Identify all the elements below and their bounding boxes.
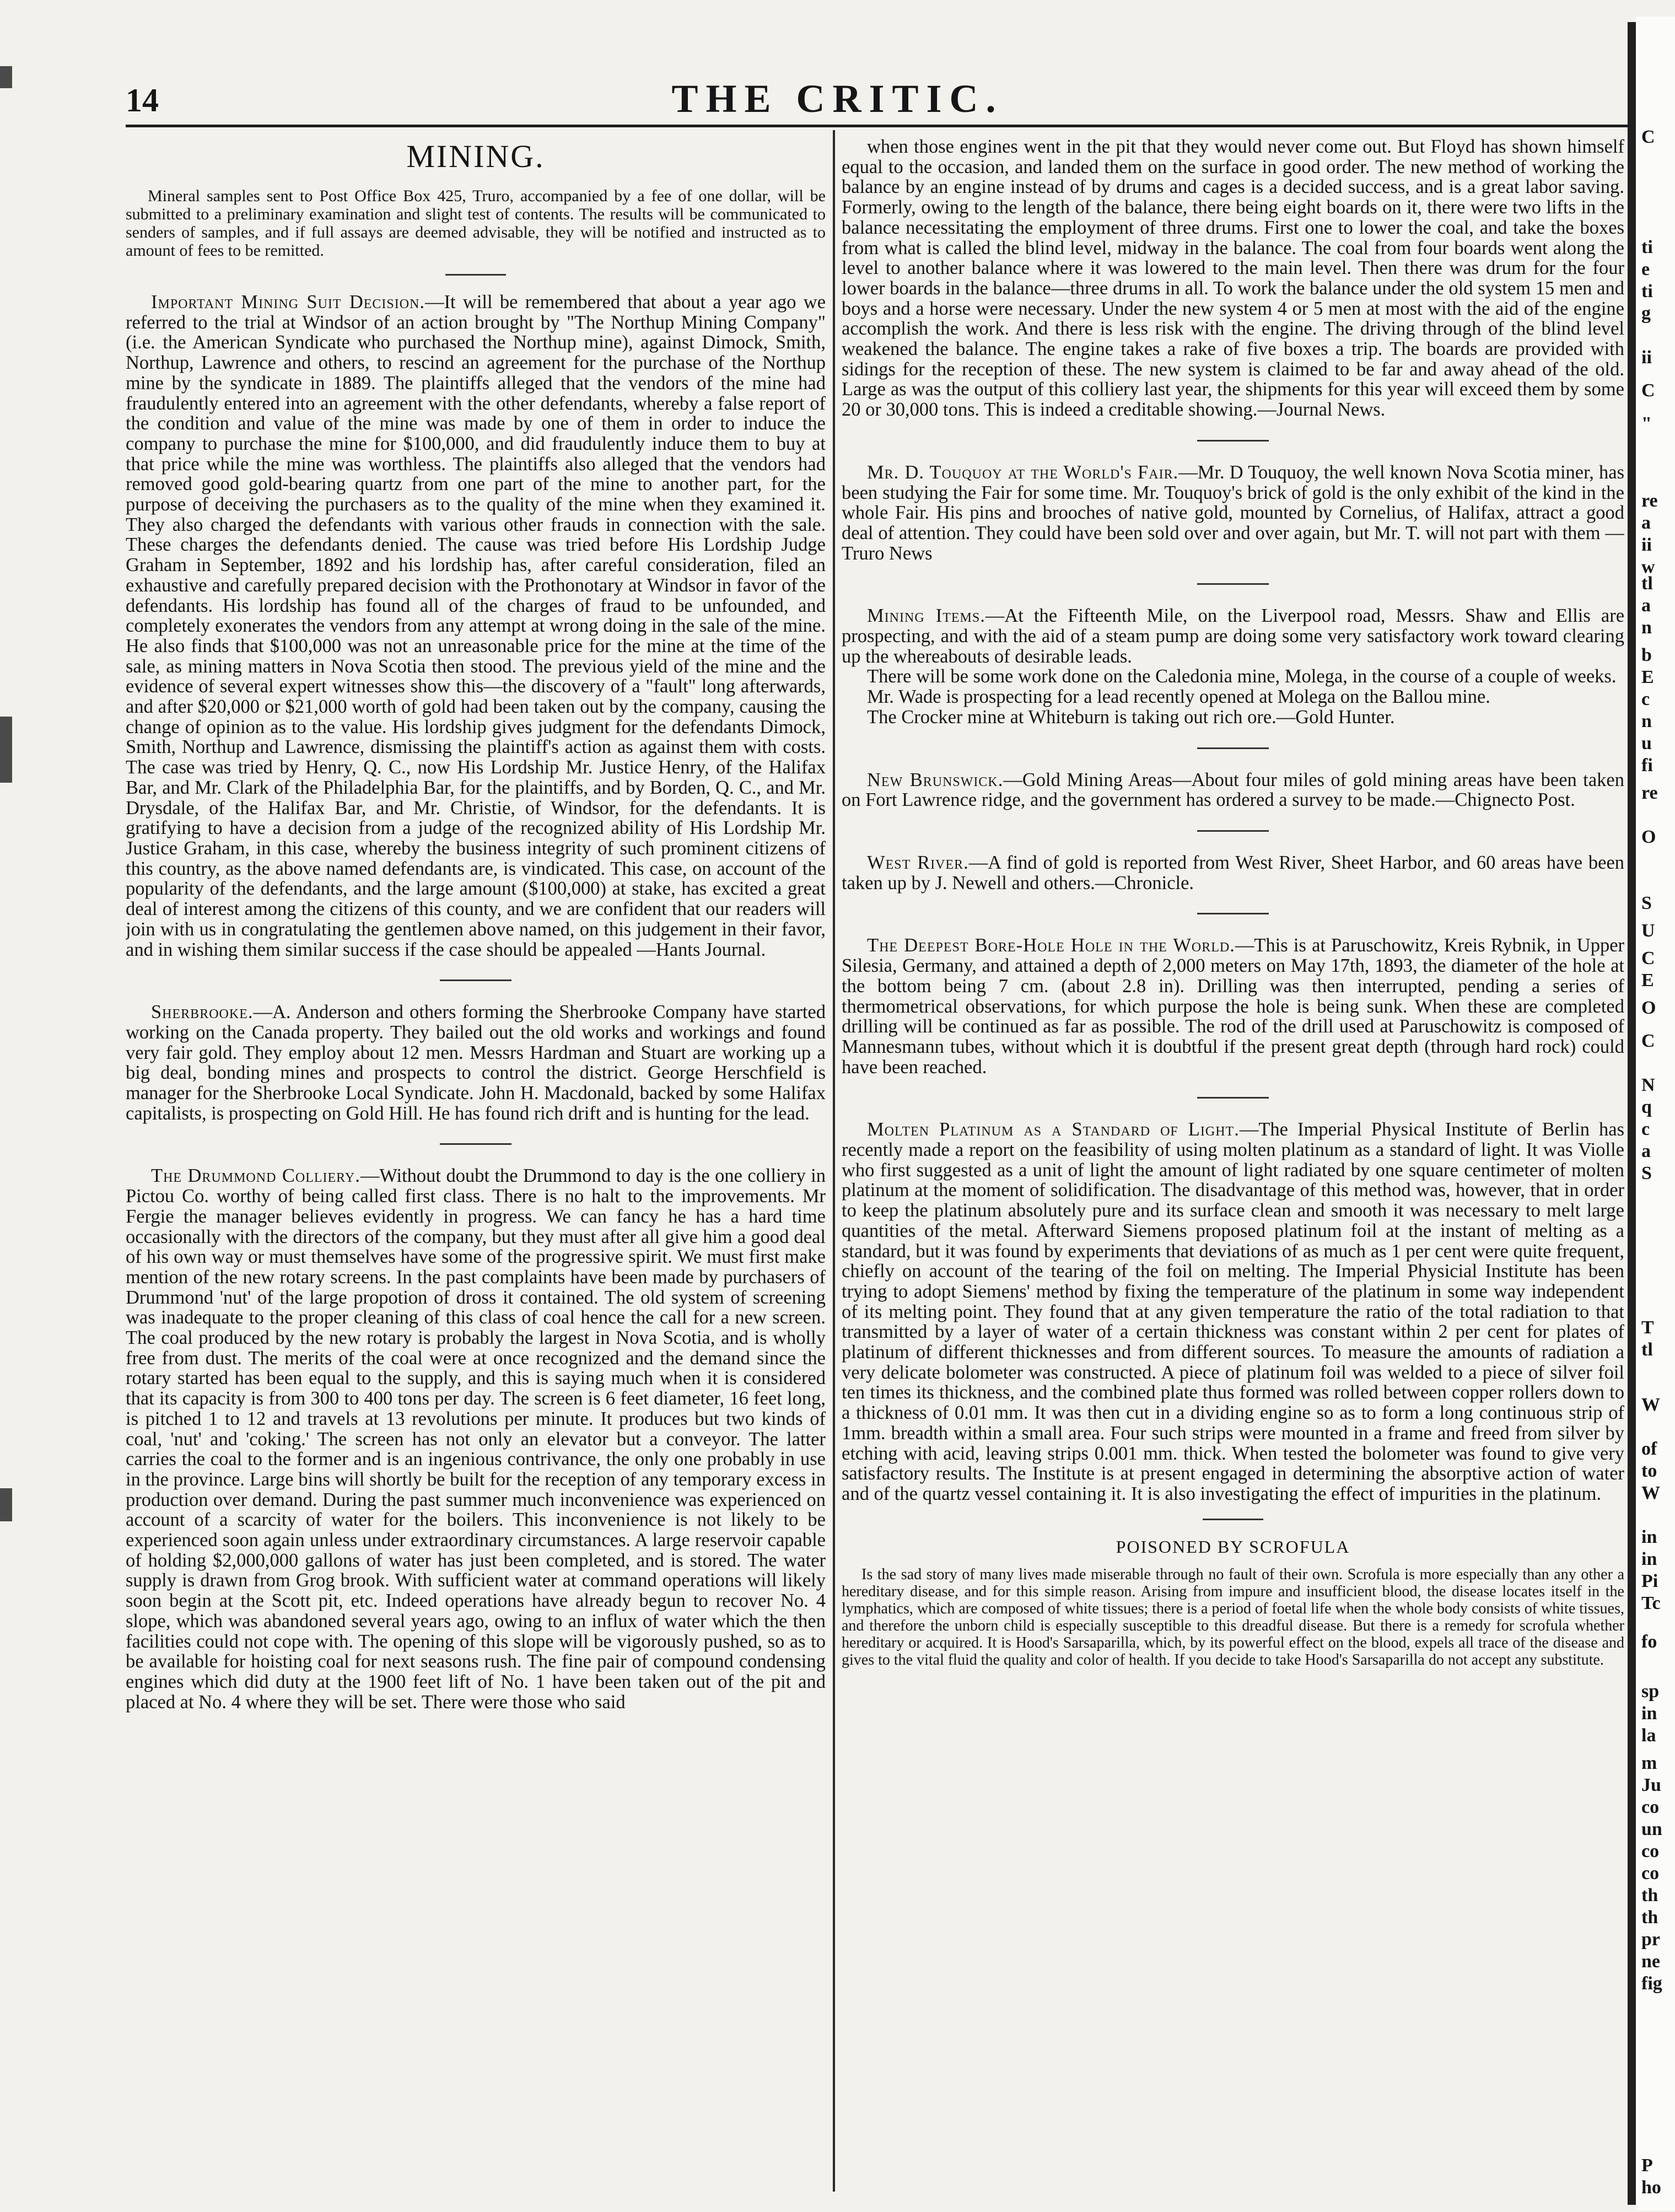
article-title: Molten Platinum as a Standard of Light. bbox=[867, 1119, 1240, 1140]
right-column bbox=[842, 137, 1624, 2198]
margin-fragment: fo bbox=[1641, 1632, 1657, 1652]
column-divider bbox=[833, 130, 835, 2192]
article-text: There will be some work done on the Caledonia mine, Molega, in the course of a couple of weeks. bbox=[867, 666, 1617, 687]
masthead: THE CRITIC. bbox=[671, 77, 1004, 121]
section-heading: MINING. bbox=[406, 138, 545, 174]
margin-fragment: fi bbox=[1641, 755, 1653, 776]
margin-fragment: c bbox=[1641, 1119, 1650, 1139]
article-text: —Without doubt the Drummond to day is the one colliery in Pictou Co. worthy of being called first class. There is no halt to the improvements. Mr Fergie the manager believes evidently in progress. We can fancy he has a hard time occasionally with the directors of the company, but they must after all give him a good deal of his own way or must themselves have some of the progressive spirit. We must first make mention of the new rotary screens. In the past complaints have been made by purchasers of Drummond 'nut' of the large propotion of dross it contained. The old system of screening was inadequate to the proper cleaning of this class of coal hence the call for a new screen. The coal produced by the new rotary is probably the largest in Nova Scotia, and is wholly free from dust. The merits of the coal were at once recognized and the demand since the rotary started has been equal to the supply, and this is saying much when it is considered that its capacity is from 300 to 400 tons per day. The screen is 6 feet diameter, 16 feet long, is pitched 1 to 12 and travels at 13 revolutions per minute. It produces but two kinds of coal, 'nut' and 'coking.' The screen has not only an elevator but a conveyor. The latter carries the coal to the former and is an ingenious contrivance, the only one probably in use in the province. Large bins will shortly be built for the reception of any temporary excess in production over demand. During the past summer much inconvenience was experienced on account of a scarcity of water for the boilers. This inconvenience is not likely to be experienced soon again unless under extraordinary circumstances. A large reservoir capable of holding $2,000,000 gallons of water has just been completed, and is stored. The water supply is drawn from Grog brook. With sufficient water at command operations will likely soon begin at the Scott pit, etc. Indeed operations have already begun to recover No. 4 slope, which was abandoned several years ago, owing to an influx of water which the then facilities could not cope with. The opening of this slope will be vigorously pushed, so as to be available for hoisting coal for next seasons rush. The fine pair of compound condensing engines which did duty at the 1900 feet lift of No. 1 have been taken out of the pit and placed at No. 4 where they will be set. There were those who said bbox=[126, 1165, 826, 1713]
article-separator bbox=[1197, 913, 1269, 914]
article-title: West River. bbox=[867, 852, 969, 873]
margin-fragment: q bbox=[1641, 1097, 1652, 1117]
margin-fragment: C bbox=[1641, 127, 1655, 147]
header-rule bbox=[126, 125, 1628, 127]
margin-fragment: to bbox=[1641, 1461, 1657, 1481]
article-title: New Brunswick. bbox=[867, 769, 1004, 790]
scan-edge-mark bbox=[0, 717, 12, 783]
article-paragraph bbox=[126, 1002, 826, 1123]
margin-fragment: E bbox=[1641, 667, 1654, 687]
article-paragraph bbox=[842, 1120, 1624, 1504]
article-paragraph bbox=[842, 935, 1624, 1077]
intro-note: Mineral samples sent to Post Office Box 425, Truro, accompanied by a fee of one dollar, will be submitted to a preliminary examination and slight test of contents. The results will be communicated to senders of samples, and if full assays are deemed advisable, they will be notified and instructed as to amount of fees to be remitted. bbox=[126, 187, 826, 260]
margin-fragment: fig bbox=[1641, 1973, 1662, 1994]
margin-fragment: P bbox=[1641, 2155, 1653, 2176]
article bbox=[126, 1166, 826, 1712]
article-separator bbox=[1197, 583, 1269, 585]
margin-fragment: g bbox=[1641, 303, 1651, 324]
margin-fragment: ii bbox=[1641, 347, 1652, 368]
margin-fragment: co bbox=[1641, 1863, 1660, 1883]
margin-fragment: a bbox=[1641, 1141, 1651, 1161]
article-text: The Crocker mine at Whiteburn is taking out rich ore.—Gold Hunter. bbox=[867, 706, 1395, 728]
margin-fragment: ho bbox=[1641, 2177, 1661, 2198]
article-title: The Deepest Bore-Hole Hole in the World. bbox=[867, 935, 1235, 956]
article-title: Mining Items. bbox=[867, 605, 985, 627]
margin-fragment: W bbox=[1641, 1483, 1660, 1503]
article-paragraph bbox=[842, 687, 1624, 707]
article-separator bbox=[1197, 747, 1269, 749]
margin-fragment: u bbox=[1641, 733, 1652, 754]
article bbox=[842, 770, 1624, 810]
article bbox=[126, 292, 826, 960]
margin-fragment: C bbox=[1641, 948, 1655, 968]
margin-fragment: Pi bbox=[1641, 1571, 1658, 1591]
advert-title: POISONED BY SCROFULA bbox=[1116, 1536, 1350, 1557]
article-paragraph bbox=[842, 137, 1624, 420]
left-column bbox=[126, 137, 826, 2198]
margin-fragment: re bbox=[1641, 491, 1658, 511]
article-text: when those engines went in the pit that they would never come out. But Floyd has shown himself equal to the occasion, and landed them on the surface in good order. The new method of working the balance by an engine instead of by drums and cages is a decided success, and is a great labor saving. Formerly, owing to the length of the balance, there being eight boards on it, there were two lifts in the balance necessitating the employment of three drums. First one to lower the coal, and take the boxes from what is called the blind level, midway in the balance. The coal from four boards went along the level to another balance where it was lowered to the main level. Then there was drum for the four lower boards in the balance—three drums in all. To work the balance under the old system 15 men and boys and a horse were necessary. Under the new system 4 or 5 men at most with the aid of the engine accomplish the work. And there is less risk with the engine. The driving through of the blind level weakened the balance. The engine takes a rake of five boxes a trip. The boards are provided with sidings for the reception of these. The new system is claimed to be far and away ahead of the old. Large as was the output of this colliery last year, the shipments for this year will exceed them by some 20 or 30,000 tons. This is indeed a creditable showing.—Journal News. bbox=[842, 137, 1624, 421]
article-title: Sherbrooke. bbox=[151, 1002, 254, 1023]
scan-edge-mark bbox=[0, 1488, 12, 1521]
article-paragraph bbox=[842, 853, 1624, 893]
margin-fragment: in bbox=[1641, 1527, 1657, 1547]
margin-fragment: b bbox=[1641, 645, 1652, 665]
article bbox=[842, 935, 1624, 1077]
article bbox=[842, 462, 1624, 564]
margin-fragment: S bbox=[1641, 893, 1652, 913]
margin-fragment: ne bbox=[1641, 1951, 1660, 1972]
margin-fragment: m bbox=[1641, 1753, 1657, 1773]
margin-fragment: in bbox=[1641, 1549, 1657, 1569]
margin-fragment: th bbox=[1641, 1907, 1658, 1928]
advert-text: Is the sad story of many lives made miserable through no fault of their own. Scrofula is more especially than any other a hereditary disease, and for this simple reason. Arising from impure and insufficient blood, the disease locates itself in the lymphatics, which are composed of white tissues; there is a period of foetal life when the whole body consists of white tissues, and therefore the unborn child is especially susceptible to this dreadful disease. But there is a remedy for scrofula whether hereditary or acquired. It is Hood's Sarsaparilla, which, by its powerful effect on the blood, expels all trace of the disease and gives to the vital fluid the quality and color of health. If you decide to take Hood's Sarsaparilla do not accept any substitute. bbox=[842, 1565, 1624, 1669]
article-text: —It will be remembered that about a year ago we referred to the trial at Windsor of an action brought by "The Northup Mining Company" (i.e. the American Syndicate who purchased the Northup mine), against Dimock, Smith, Northup, Lawrence and others, to rescind an agreement for the purchase of the Northup mine by the syndicate in 1889. The plaintiffs alleged that the vendors of the mine had fraudulently entered into an agreement with the other defendants, whereby a false report of the condition and value of the mine was made by one of them in order to induce the company to purchase the mine for $100,000, and did fraudulently induce them to buy at that price while the mine was worthless. The plaintiffs also alleged that the vendors had removed good gold-bearing quartz from one part of the mine to another part, for the purpose of deceiving the purchasers as to the quality of the mine when they examined it. They also charged the defendants with various other frauds in connection with the sale. These charges the defendants denied. The cause was tried before His Lordship Judge Graham in September, 1892 and his lordship has, after careful consideration, filed an exhaustive and carefully prepared decision with the Prothonotary at Windsor in favor of the defendants. His lordship has found all of the charges of fraud to be unfounded, and completely exonerates the vendors from any attempt at wrong doing in the sale of the mine. He also finds that $100,000 was not an unreasonable price for the mine at the time of the sale, as mining matters in Nova Scotia then stood. The previous yield of the mine and the evidence of several expert witnesses show this—the discovery of a "fault" long afterwards, and after $20,000 or $21,000 worth of gold had been taken out by the company, causing the change of opinion as to the value. His lordship gives judgment for the defendants Dimock, Smith, Northup and Lawrence, dismissing the plaintiff's action as against them with costs. The case was tried by Henry, Q. C., now His Lordship Mr. Justice Henry, of the Halifax Bar, and Mr. Clark of the Philadelphia Bar, for the plaintiffs, and by Borden, Q. C., and Mr. Drysdale, of the Halifax Bar, and Mr. Christie, of Windsor, for the defendants. It is gratifying to have a decision from a judge of the recognized ability of His Lordship Mr. Justice Graham, in this case, whereby the business integrity of such prominent citizens of this country, as the above named defendants are, is vindicated. This case, on account of the popularity of the defendants, and the large amount ($100,000) at stake, has excited a great deal of interest among the citizens of this county, and we are confident that our readers will join with us in congratulating the gentlemen above named, on this judgement in their favor, and in wishing them similar success if the case should be appealed —Hants Journal. bbox=[126, 292, 826, 960]
article-title: The Drummond Colliery. bbox=[151, 1165, 360, 1187]
article bbox=[842, 853, 1624, 893]
article bbox=[842, 137, 1624, 420]
article bbox=[842, 606, 1624, 727]
article-text: —At the Fifteenth Mile, on the Liverpool road, Messrs. Shaw and Ellis are prospecting, and with the aid of a steam pump are doing some very satisfactory work toward clearing up the whereabouts of desirable leads. bbox=[842, 605, 1624, 667]
margin-fragment: W bbox=[1641, 1395, 1660, 1415]
article-separator bbox=[1197, 440, 1269, 442]
margin-fragment: C bbox=[1641, 380, 1655, 401]
article-paragraph bbox=[126, 292, 826, 960]
separator bbox=[445, 274, 506, 276]
margin-fragment: a bbox=[1641, 513, 1651, 533]
page-number: 14 bbox=[126, 82, 159, 119]
article-text: —A. Anderson and others forming the Sherbrooke Company have started working on the Canada property. They bailed out the old works and workings and found very fair gold. They employ about 12 men. Messrs Hardman and Stuart are working up a big deal, bonding mines and prospects to control the district. George Herschfield is manager for the Sherbrooke Local Syndicate. John H. Macdonald, backed by some Halifax capitalists, is prospecting on Gold Hill. He has found rich drift and is hunting for the lead. bbox=[126, 1002, 826, 1124]
margin-fragment: co bbox=[1641, 1797, 1660, 1817]
article-paragraph bbox=[842, 707, 1624, 728]
article bbox=[126, 1002, 826, 1123]
margin-fragment: a bbox=[1641, 595, 1651, 616]
margin-fragment: E bbox=[1641, 970, 1654, 991]
margin-fragment: tl bbox=[1641, 1339, 1653, 1360]
margin-fragment: T bbox=[1641, 1317, 1654, 1338]
margin-fragment: c bbox=[1641, 689, 1650, 709]
margin-fragment: co bbox=[1641, 1841, 1660, 1861]
article bbox=[842, 1120, 1624, 1504]
article-title: Important Mining Suit Decision. bbox=[151, 292, 426, 313]
margin-fragment: S bbox=[1641, 1163, 1652, 1183]
margin-fragment: " bbox=[1641, 413, 1652, 434]
margin-fragment: tl bbox=[1641, 573, 1653, 594]
article-text: —This is at Paruschowitz, Kreis Rybnik, in Upper Silesia, Germany, and attained a depth of 2,000 meters on May 17th, 1893, the diameter of the hole at the bottom being 7 cm. (about 2.8 in). Drilling was then interrupted, pending a series of thermometrical observations, for which purpose the hole is being sunk. When these are completed drilling will be continued as far as possible. The rod of the drill used at Paruschowitz is composed of Mannesmann tubes, without which it is doubtful if the present great depth (through hard rock) could have been reached. bbox=[842, 935, 1624, 1078]
margin-fragment: n bbox=[1641, 617, 1652, 638]
margin-fragment: Ju bbox=[1641, 1775, 1661, 1795]
margin-fragment: O bbox=[1641, 998, 1656, 1018]
margin-fragment: N bbox=[1641, 1075, 1655, 1095]
margin-fragment: C bbox=[1641, 1031, 1655, 1051]
margin-fragment: pr bbox=[1641, 1929, 1660, 1950]
article-paragraph bbox=[842, 606, 1624, 666]
margin-fragment: O bbox=[1641, 827, 1656, 847]
margin-fragment: U bbox=[1641, 921, 1655, 941]
right-articles bbox=[842, 137, 1624, 1504]
article-paragraph bbox=[126, 1166, 826, 1712]
left-articles bbox=[126, 292, 826, 1712]
article-separator bbox=[1197, 1097, 1269, 1099]
article-paragraph bbox=[842, 770, 1624, 810]
margin-fragment: la bbox=[1641, 1725, 1656, 1746]
article-title: Mr. D. Touquoy at the World's Fair. bbox=[867, 461, 1179, 483]
margin-fragment: in bbox=[1641, 1703, 1657, 1724]
margin-fragment: n bbox=[1641, 711, 1652, 731]
margin-fragment: ti bbox=[1641, 281, 1653, 302]
article-separator bbox=[440, 979, 511, 981]
article-paragraph bbox=[842, 666, 1624, 687]
margin-fragment: ii bbox=[1641, 535, 1652, 555]
article-separator bbox=[1197, 830, 1269, 832]
article-text: —The Imperial Physical Institute of Berlin has recently made a report on the feasibility of using molten platinum as a standard of light. It was Violle who first suggested as a unit of light the amount of light radiated by one square centimeter of molten platinum at the moment of solidification. The disadvantage of this method was, however, that in order to keep the platinum absolutely pure and its surface clean and smooth it was necessary to melt large quantities of the metal. Afterward Siemens proposed platinum foil at the instant of melting as a standard, but it was found by experiments that deviations of as much as 1 per cent were quite frequent, chiefly on account of the tearing of the foil on melting. The Imperial Physicial Institute has been trying to adopt Siemens' method by fixing the temperature of the platinum in some way independent of its melting point. They found that at any given temperature the ratio of the total radiation to that transmitted by a layer of water of a certain thickness was constant within 2 per cent for plates of platinum of different thicknesses and from different sources. To measure the amounts of radiation a very delicate bolometer was constructed. A piece of platinum foil was welded to a piece of silver foil ten times its thickness, and the combined plate thus formed was rolled between copper rollers down to a thickness of 0.01 mm. It was then cut in a dividing engine so as to form a long continuous strip of 1mm. breadth within a small area. Four such strips were mounted in a frame and freed from silver by etching with acid, leaving strips 0.001 mm. thick. When tested the bolometer was found to give very satisfactory results. The Institute is at present engaged in determining the absorptive action of water and of the quartz vessel containing it. It is also investigating the effect of impurities in the platinum. bbox=[842, 1119, 1624, 1504]
margin-fragment: un bbox=[1641, 1819, 1662, 1839]
adjacent-page-strip bbox=[1636, 17, 1675, 2210]
margin-fragment: th bbox=[1641, 1885, 1658, 1906]
article-text: —Gold Mining Areas—About four miles of gold mining areas have been taken on Fort Lawrence ridge, and the government has ordered a survey to be made.—Chignecto Post. bbox=[842, 769, 1624, 811]
article-text: Mr. Wade is prospecting for a lead recently opened at Molega on the Ballou mine. bbox=[867, 686, 1490, 708]
article-paragraph bbox=[842, 462, 1624, 564]
margin-fragment: sp bbox=[1641, 1681, 1660, 1702]
margin-fragment: w bbox=[1641, 557, 1655, 577]
separator bbox=[1203, 1519, 1263, 1520]
margin-fragment: Tc bbox=[1641, 1593, 1661, 1613]
article-separator bbox=[440, 1143, 511, 1145]
margin-fragment: e bbox=[1641, 259, 1650, 279]
article-text: —Mr. D Touquoy, the well known Nova Scotia miner, has been studying the Fair for some time. Mr. Touquoy's brick of gold is the only exhibit of the kind in the whole Fair. His pins and brooches of native gold, mounted by Cornelius, of Halifax, attract a good deal of attention. They could have been sold over and over again, but Mr. T. will not part with them —Truro News bbox=[842, 461, 1624, 564]
margin-fragment: re bbox=[1641, 783, 1658, 803]
right-border bbox=[1628, 22, 1636, 2205]
article-text: —A find of gold is reported from West River, Sheet Harbor, and 60 areas have been taken up by J. Newell and others.—Chronicle. bbox=[842, 852, 1624, 894]
margin-fragment: ti bbox=[1641, 237, 1653, 257]
margin-fragment: of bbox=[1641, 1439, 1657, 1459]
